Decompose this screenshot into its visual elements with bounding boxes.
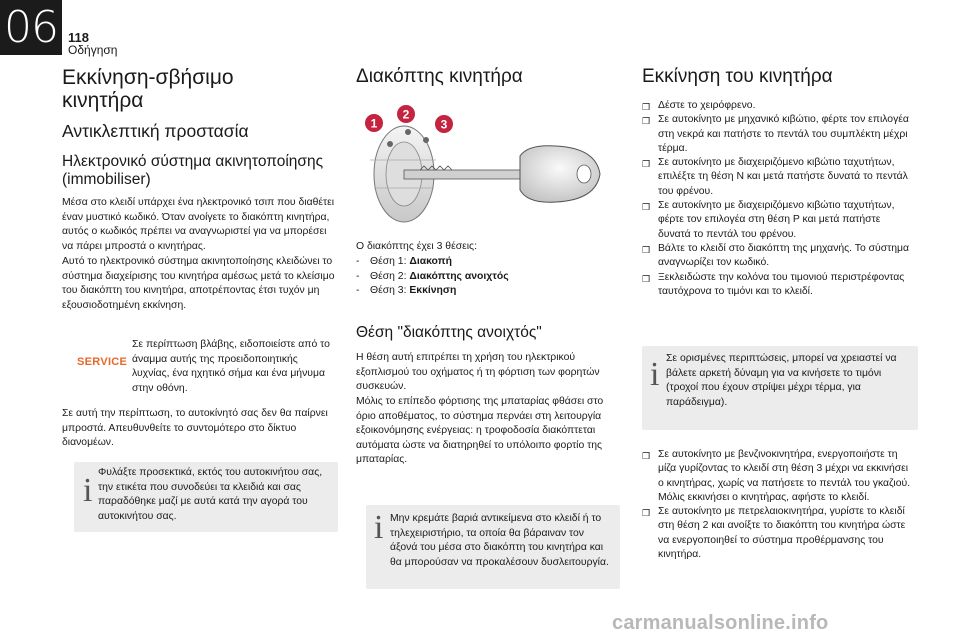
watermark: carmanualsonline.info [612, 612, 829, 634]
positions-list [356, 255, 618, 299]
position-badge-2 [397, 105, 415, 123]
engine-type-steps-list [642, 448, 914, 562]
heading-immobiliser: Ηλεκτρονικό σύστημα ακινητοποίησης (immobiliser) [62, 153, 324, 188]
list-item: ❒ Ξεκλειδώστε την κολόνα του τιμονιού περιστρέφοντας ταυτόχρονα το τιμόνι και το κλειδί. [642, 271, 905, 297]
info-box-label [74, 462, 338, 532]
info-box-keyring [366, 505, 620, 589]
heading-starting-engine: Εκκίνηση του κινητήρα [642, 66, 833, 87]
list-item: - Θέση 2: Διακόπτης ανοιχτός [356, 270, 509, 282]
page-number: 118 [68, 30, 89, 45]
checkbox-bullet-icon: ❒ [642, 508, 651, 519]
list-item: ❒ Σε αυτοκίνητο με μηχανικό κιβώτιο, φέρτε τον επιλογέα στη νεκρά και πατήστε το πεντάλ του συμπλέκτη μέχρι τέρμα. [642, 114, 909, 154]
heading-switch-on: Θέση "διακόπτης ανοιχτός" [356, 324, 542, 341]
list-item: ❒ Βάλτε το κλειδί στο διακόπτη της μηχανής. Το σύστημα αναγνωρίζει τον κωδικό. [642, 242, 910, 269]
info-text-keyring: Μην κρεμάτε βαριά αντικείμενα στο κλειδί ή το τηλεχειριστήριο, τα οποία θα βάραιναν τον άξονά του μέσα στο διακόπτη του κινητήρα και θα μπορούσαν να προκαλέσουν δυσλειτουργία. [390, 513, 609, 568]
checkbox-bullet-icon: ❒ [642, 273, 651, 284]
position-badge-3-label: 3 [440, 117, 448, 132]
heading-ignition-switch: Διακόπτης κινητήρα [356, 66, 523, 87]
paragraph-chip: Μέσα στο κλειδί υπάρχει ένα ηλεκτρονικό τσιπ που διαθέτει έναν μυστικό κωδικό. Όταν ανοίγετε το διακόπτη κινητήρα, αυτός ο κωδικός πρέπει να αναγνωριστεί για να μπορέσει να πάρει μπροστά ο κινητήρας. [62, 197, 335, 252]
subtitle-anti-theft: Αντικλεπτική προστασία [62, 121, 249, 141]
list-item: ❒ Σε αυτοκίνητο με βενζινοκινητήρα, ενεργοποιήστε τη μίζα γυρίζοντας το κλειδί στη θέση 3 μέχρι να εκκινήσει ο κινητήρας, χωρίς να πατήσετε το πεντάλ του γκαζιού. Μόλις εκκινήσει ο κινητήρας, αφήστε το κλειδί. [642, 449, 911, 503]
info-box-steering [642, 346, 918, 430]
service-warning-icon: SERVICE [77, 356, 128, 368]
list-item: ❒ Δέστε το χειρόφρενο. [642, 99, 914, 113]
paragraph-network: Σε αυτή την περίπτωση, το αυτοκίνητό σας δεν θα παίρνει μπροστά. Απευθυνθείτε το συντομότερο στο δίκτυο διανομέων. [62, 408, 328, 449]
checkbox-bullet-icon: ❒ [642, 202, 651, 213]
list-item: - Θέση 1: Διακοπή [356, 256, 452, 267]
checkbox-bullet-icon: ❒ [642, 159, 651, 170]
position-badge-3 [435, 115, 453, 133]
info-icon: i [650, 356, 660, 393]
list-item: ❒ Σε αυτοκίνητο με διαχειριζόμενο κιβώτιο ταχυτήτων, επιλέξτε τη θέση N και μετά πατήστε δυνατά το πεντάλ του φρένου. [642, 157, 908, 197]
checkbox-bullet-icon: ❒ [642, 102, 651, 112]
checkbox-bullet-icon: ❒ [642, 451, 651, 461]
ignition-key-diagram [360, 104, 610, 230]
checkbox-bullet-icon: ❒ [642, 244, 651, 255]
info-icon: i [374, 509, 384, 546]
list-item: ❒ Σε αυτοκίνητο με διαχειριζόμενο κιβώτιο ταχυτήτων, φέρτε τον επιλογέα στη θέση P και μετά πατήστε δυνατά το πεντάλ του φρένου. [642, 200, 895, 240]
info-icon: i [83, 472, 93, 509]
starting-steps-list [642, 99, 914, 299]
key-shape [404, 146, 600, 203]
list-item: - Θέση 3: Εκκίνηση [356, 285, 457, 297]
paragraph-lock: Αυτό το ηλεκτρονικό σύστημα ακινητοποίησης κλειδώνει το σύστημα διαχείρισης του κινητήρα αμέσως μετά το κλείσιμο του διακόπτη του κινητήρα, αποτρέποντας έτσι τυχόν μη εξουσιοδοτημένη εκκίνηση. [62, 256, 335, 311]
position-badge-2-label: 2 [402, 107, 410, 122]
positions-intro: Ο διακόπτης έχει 3 θέσεις: [356, 241, 477, 252]
info-text-label: Φυλάξτε προσεκτικά, εκτός του αυτοκινήτου σας, την ετικέτα που συνοδεύει τα κλειδιά και σας παραδόθηκε μαζί με αυτά κατά την αγορά του αυτοκινήτου σας. [98, 467, 323, 522]
paragraph-equipment: Η θέση αυτή επιτρέπει τη χρήση του ηλεκτρικού εξοπλισμού του οχήματος ή τη φόρτιση των φορητών συσκευών. [356, 352, 600, 393]
paragraph-service: Σε περίπτωση βλάβης, ειδοποιείστε από το άναμμα αυτής της προειδοποιητικής λυχνίας, ένα ηχητικό σήμα και ένα μήνυμα στην οθόνη. [132, 339, 330, 394]
chapter-number: 06 [0, 0, 62, 55]
paragraph-energy-saving: Μόλις το επίπεδο φόρτισης της μπαταρίας φθάσει στο όριο αποθέματος, το σύστημα περνάει στη λειτουργία εξοικονόμησης ενέργειας: η τροφοδοσία διακόπτεται αυτόματα ώστε να διατηρηθεί το υπόλοιπο φορτίο της μπαταρίας. [356, 396, 604, 466]
section-name: Οδήγηση [68, 43, 118, 57]
info-text-steering: Σε ορισμένες περιπτώσεις, μπορεί να χρειαστεί να βάλετε αρκετή δύναμη για να κινήσετε το τιμόνι (τροχοί που έχουν στρίψει μέχρι τέρμα, για παράδειγμα). [666, 353, 897, 408]
position-badge-1-label: 1 [370, 116, 378, 131]
position-badge-1 [365, 114, 383, 132]
checkbox-bullet-icon: ❒ [642, 116, 651, 127]
list-item: ❒ Σε αυτοκίνητο με πετρελαιοκινητήρα, γυρίστε το κλειδί στη θέση 2 και ανοίξτε το διακόπτη του κινητήρα ώστε να ενεργοποιηθεί το σύστημα προθέρμανσης του κινητήρα. [642, 506, 906, 561]
page-title: Εκκίνηση-σβήσιμο κινητήρα [62, 66, 234, 112]
